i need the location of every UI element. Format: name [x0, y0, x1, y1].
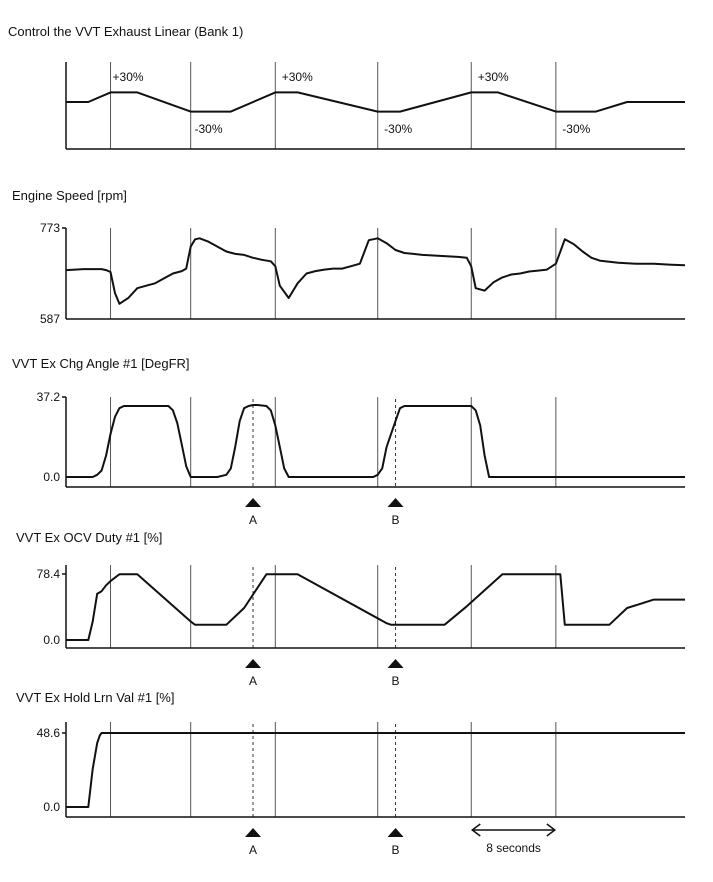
marker-label: A: [249, 674, 258, 688]
y-tick-bottom: 0.0: [43, 470, 60, 484]
duty-annotation: +30%: [477, 70, 509, 84]
marker-label: A: [249, 843, 258, 857]
panel-engine-speed: [12, 188, 685, 326]
marker-triangle: [245, 659, 261, 668]
marker-label: A: [249, 513, 258, 527]
marker-triangle: [388, 828, 404, 837]
panel-vvt-control: [8, 24, 685, 149]
marker-triangle: [388, 498, 404, 507]
duty-annotation: +30%: [281, 70, 313, 84]
panel-title: Engine Speed [rpm]: [12, 188, 127, 203]
y-tick-top: 37.2: [36, 390, 60, 404]
y-tick-top: 78.4: [36, 567, 60, 581]
y-tick-bottom: 587: [39, 312, 60, 326]
series-line: [66, 733, 685, 807]
duty-annotation: +30%: [112, 70, 144, 84]
series-line: [66, 405, 685, 477]
series-line: [66, 574, 685, 640]
y-tick-bottom: 0.0: [43, 633, 60, 647]
panel-ocv-duty: [16, 530, 685, 688]
duty-annotation: -30%: [194, 122, 223, 136]
marker-triangle: [388, 659, 404, 668]
duration-label: 8 seconds: [486, 841, 541, 855]
y-tick-top: 48.6: [36, 726, 60, 740]
panel-title: Control the VVT Exhaust Linear (Bank 1): [8, 24, 244, 39]
marker-triangle: [245, 498, 261, 507]
marker-label: B: [391, 513, 400, 527]
panel-title: VVT Ex Hold Lrn Val #1 [%]: [16, 690, 175, 705]
panel-title: VVT Ex OCV Duty #1 [%]: [16, 530, 163, 545]
duty-annotation: -30%: [562, 122, 591, 136]
marker-label: B: [391, 843, 400, 857]
series-line: [66, 92, 685, 111]
duty-annotation: -30%: [384, 122, 413, 136]
marker-triangle: [245, 828, 261, 837]
panel-title: VVT Ex Chg Angle #1 [DegFR]: [12, 356, 190, 371]
panel-chg-angle: [12, 356, 685, 527]
y-tick-top: 773: [39, 221, 60, 235]
y-tick-bottom: 0.0: [43, 800, 60, 814]
series-line: [66, 238, 685, 303]
marker-label: B: [391, 674, 400, 688]
panel-hold-lrn-val: [16, 690, 685, 857]
